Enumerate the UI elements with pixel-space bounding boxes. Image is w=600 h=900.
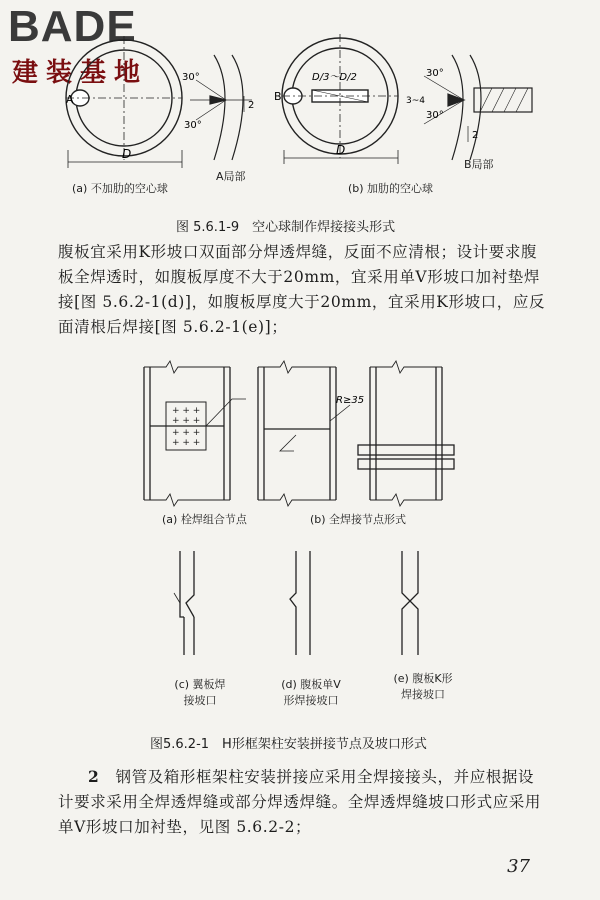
angle-b-top: 30° bbox=[426, 68, 444, 79]
rib-label: D/3～D/2 bbox=[312, 72, 357, 83]
bolt-grid bbox=[172, 406, 200, 448]
fig2-label-d-line2: 形焊接坡口 bbox=[283, 694, 339, 707]
detail-a-drawing bbox=[190, 55, 255, 160]
figure1-drawing bbox=[0, 0, 600, 210]
fig2-label-e bbox=[378, 670, 468, 702]
radius-label: R≥35 bbox=[336, 395, 365, 406]
paragraph-2 bbox=[58, 764, 548, 840]
page-number: 37 bbox=[507, 856, 530, 877]
groove-c bbox=[174, 551, 194, 655]
paragraph-1: 腹板宜采用K形坡口双面部分焊透焊缝，反面不应清根；设计要求腹板全焊透时，如腹板厚度不大于20mm，宜采用单V形坡口加衬垫焊接[图 5.6.2-1(d)]，如腹板厚度大于20mm，宜采用K形坡口，应反面清根后焊接[图 5.6.2-1(e)]； bbox=[58, 243, 546, 336]
fig2-label-e-line2: 焊接坡口 bbox=[401, 688, 445, 701]
fig2-label-c bbox=[160, 676, 240, 708]
dim-3to4: 3~4 bbox=[406, 96, 425, 106]
fig2-label-a: (a) 栓焊组合节点 bbox=[162, 513, 247, 526]
figure2-drawing bbox=[0, 355, 600, 685]
paragraph-2-number: 2 bbox=[88, 767, 100, 786]
letter-b: B bbox=[274, 90, 282, 103]
fig2-label-d bbox=[266, 676, 356, 708]
logo-subtitle: 建装基地 bbox=[12, 58, 149, 88]
column-b bbox=[258, 361, 350, 506]
svg-text:+ + +: + + + bbox=[172, 438, 201, 448]
gap-a: 2 bbox=[248, 100, 255, 111]
figure2-caption: 图5.6.2-1 H形框架柱安装拼接节点及坡口形式 bbox=[150, 737, 427, 752]
figure1-caption: 图 5.6.1-9 空心球制作焊接接头形式 bbox=[176, 220, 396, 235]
svg-text:+ + +: + + + bbox=[172, 416, 201, 426]
fig2-label-d-line1: (d) 腹板单V bbox=[281, 678, 341, 691]
angle-a-bottom: 30° bbox=[184, 120, 202, 131]
paragraph-2-text: 钢管及箱形框架柱安装拼接应采用全焊接接头，并应根据设计要求采用全焊透焊缝或部分焊透焊缝。全焊透焊缝坡口形式应采用单V形坡口加衬垫，见图 5.6.2-2； bbox=[58, 768, 542, 836]
gap-b: 2 bbox=[472, 130, 479, 141]
groove-d bbox=[290, 551, 310, 655]
fig2-label-e-line1: (e) 腹板K形 bbox=[393, 672, 453, 685]
column-b2 bbox=[358, 361, 454, 506]
panel-b-label: (b) 加肋的空心球 bbox=[348, 182, 434, 195]
fig2-label-c-line1: (c) 翼板焊 bbox=[174, 678, 226, 691]
panel-a-label: (a) 不加肋的空心球 bbox=[72, 182, 168, 195]
svg-text:+ + +: + + + bbox=[172, 428, 201, 438]
diameter-label-a: D bbox=[122, 147, 132, 161]
fig2-label-c-line2: 接坡口 bbox=[183, 694, 217, 707]
diameter-label-b: D bbox=[336, 143, 346, 157]
detail-a-label: A局部 bbox=[216, 170, 246, 183]
angle-b-bottom: 30° bbox=[426, 110, 444, 121]
detail-b-label: B局部 bbox=[464, 158, 494, 171]
angle-a-top: 30° bbox=[182, 72, 200, 83]
groove-e bbox=[402, 551, 418, 655]
logo-title: BADE bbox=[8, 2, 137, 51]
svg-text:+ + +: + + + bbox=[172, 406, 201, 416]
letter-a: A bbox=[66, 93, 74, 106]
fig2-label-b: (b) 全焊接节点形式 bbox=[310, 513, 407, 526]
